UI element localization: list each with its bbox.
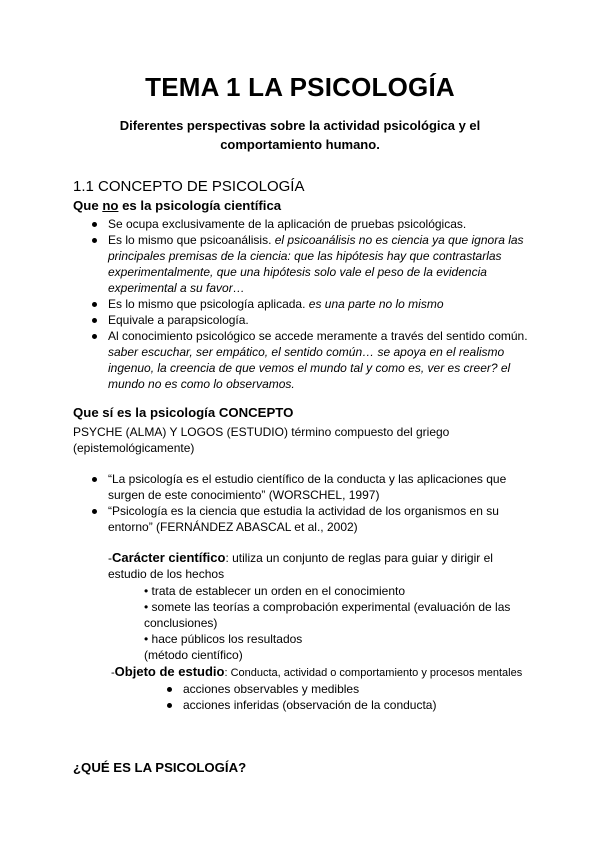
subheading-suffix: es la psicología científica <box>118 198 282 213</box>
caracter-points <box>144 583 534 663</box>
list-item: Al conocimiento psicológico se accede meramente a través del sentido común. saber escuchar, ser empático, el sentido común… se apoya en el realismo ingenuo, la creencia de que vemos el mundo tal y como es, ver es creer? el mundo no es como lo observamos. <box>90 328 530 392</box>
subheading-what-not <box>73 198 281 213</box>
bottom-heading: ¿QUÉ ES LA PSICOLOGÍA? <box>73 760 247 775</box>
list-item: • trata de establecer un orden en el conocimiento <box>144 584 406 598</box>
subheading-what-is: Que sí es la psicología CONCEPTO <box>73 405 294 420</box>
objeto-label: Objeto de estudio <box>114 664 225 679</box>
list-item: • somete las teorías a comprobación experimental (evaluación de las conclusiones) <box>144 600 511 630</box>
list-item: Se ocupa exclusivamente de la aplicación de pruebas psicológicas. <box>90 216 530 232</box>
objeto-de-estudio: -Objeto de estudio: Conducta, actividad o comportamiento y procesos mentales <box>111 664 523 679</box>
list-item: Es lo mismo que psicoanálisis. el psicoanálisis no es ciencia ya que ignora las principales premisas de la ciencia: que las hipótesis hay que contrastarlas experimentalmente, que una hipótesis solo vale el peso de la evidencia experimental a su favor… <box>90 232 530 296</box>
list-item: Es lo mismo que psicología aplicada. es una parte no lo mismo <box>90 296 530 312</box>
etymology-paragraph: PSYCHE (ALMA) Y LOGOS (ESTUDIO) término compuesto del griego (epistemológicamente) <box>73 425 450 455</box>
section-heading: 1.1 CONCEPTO DE PSICOLOGÍA <box>73 178 305 195</box>
list-item: Equivale a parapsicología. <box>90 312 530 328</box>
what-not-list <box>90 216 530 392</box>
list-item: • hace públicos los resultados <box>144 632 303 646</box>
list-item: acciones observables y medibles <box>165 681 525 697</box>
objeto-list <box>165 681 525 713</box>
definitions-list <box>90 471 530 535</box>
subheading-underlined: no <box>102 198 119 213</box>
list-item: “La psicología es el estudio científico de la conducta y las aplicaciones que surgen de este conocimiento” (WORSCHEL, 1997) <box>90 471 530 503</box>
page-title: TEMA 1 LA PSICOLOGÍA <box>145 72 455 102</box>
subheading-prefix: Que <box>73 198 103 213</box>
list-item: “Psicología es la ciencia que estudia la actividad de los organismos en su entorno” (FERNÁNDEZ ABASCAL et al., 2002) <box>90 503 530 535</box>
caracter-label: Carácter científico <box>112 550 226 565</box>
list-item: acciones inferidas (observación de la conducta) <box>165 697 525 713</box>
caracter-cientifico: -Carácter científico: utiliza un conjunto de reglas para guiar y dirigir el estudio de los hechos <box>108 550 493 581</box>
page-subtitle: Diferentes perspectivas sobre la actividad psicológica y el comportamiento humano. <box>119 118 481 152</box>
list-item: (método científico) <box>144 648 243 662</box>
